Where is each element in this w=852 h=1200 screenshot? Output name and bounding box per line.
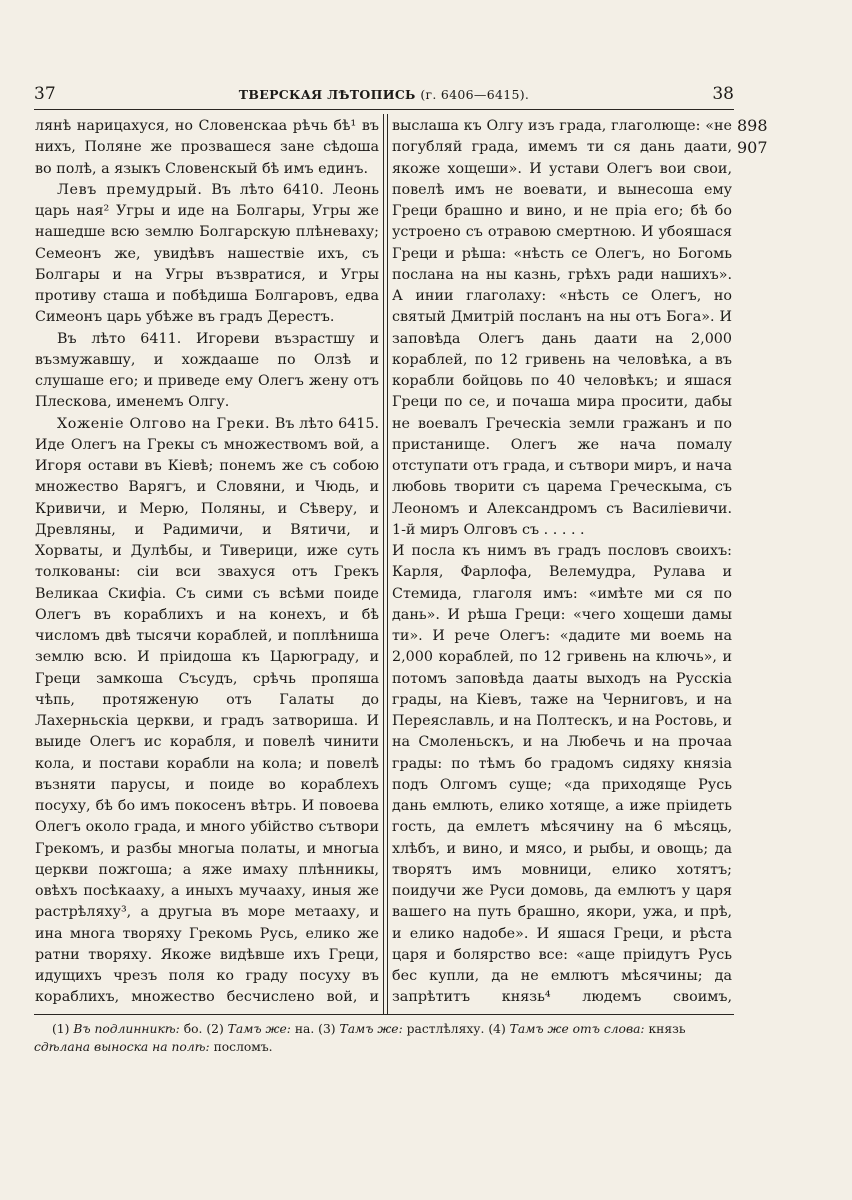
footnote-label: сдѣлана выноска на полѣ: xyxy=(34,1040,210,1054)
paragraph: выслаша къ Олгу изъ града, глаголюще: «не погубляй града, имемъ ти ся дань даати, якоже хощеши». И устави Олегъ вои свои, повелѣ имъ не воевати, и вынесоша ему Греци брашно и вино, и не пріа его; бѣ бо устроено съ отравою смертною. И убояшася Греци и рѣша: «нѣсть се Олегъ, но Богомь послана на ны казнь, грѣхъ ради нашихъ». А инии глаголаху: «нѣсть се Олегъ, но святый Дмитрій посланъ на ны отъ Бога». И заповѣда Олегъ дань даати на 2,000 кораблей, по 12 гривень на человѣка, а въ корабли бойцовь по 40 человѣкъ; и яшася Греци по се, и почаша мира просити, дабы не воевалъ Греческіа земли гражанъ и по пристанище. Олегъ же нача помалу отступати отъ града, и сътвори миръ, и нача любовь творити съ царема Греческыма, съ Леономъ и Александромъ съ Василіевичи. 1-й миръ Олговъ съ . . . . . xyxy=(392,118,732,538)
column-divider xyxy=(383,114,388,1014)
running-title xyxy=(34,87,734,102)
footnote-number: (4) xyxy=(488,1022,510,1036)
footnote-text: посломъ. xyxy=(209,1040,273,1054)
paragraph: лянѣ нарицахуся, но Словенскаа рѣчь бѣ¹ въ нихъ, Поляне же прозвашеся зане сѣдоша во полѣ, а языкъ Словенскый бѣ имъ единъ. xyxy=(35,118,379,177)
margin-year: 907 xyxy=(737,138,768,157)
footnotes xyxy=(34,1020,734,1056)
paragraph: И посла къ нимъ въ градъ пословъ своихъ: Карля, Фарлофа, Велемудра, Рулава и Стемида, глаголя имъ: «имѣте ми ся по дань». И рѣша Греци: «чего хощеши дамы ти». И рече Олегъ: «дадите ми воемь на 2,000 кораблей, по 12 гривень на ключь», и потомъ заповѣда дааты выходъ на Русскіа грады, на Кіевъ, таже на Черниговъ, и на Переяславль, и на Полтескъ, и на Ростовь, и на Смоленьскъ, и на Любечь и на прочаа грады: по тѣмъ бо градомъ сидяху князіа подъ Олгомъ суще; «да приходяще Русь дань емлють, елико хотяще, а иже пріидеть гость, да емлетъ мѣсячину на 6 мѣсяць, хлѣбъ, и вино, и мясо, и рыбы, и овощь; да творятъ имъ мовници, елико хотятъ; поидучи же Руси домовь, да емлютъ у царя вашего на путь брашно, якори, ужа, и прѣ, и елико надобе». И яшася Греци, и рѣста царя и болярство все: «аще пріидутъ Русь бес купли, да не емлютъ мѣсячины; да запрѣтитъ князь⁴ людемъ своимъ, xyxy=(392,543,732,1006)
footnote-label: Въ подлинникѣ: xyxy=(73,1022,180,1036)
page-number-left: 37 xyxy=(34,84,56,104)
year-range: (г. 6406—6415). xyxy=(420,87,530,102)
section-heading: Левъ премудрый. xyxy=(57,181,203,198)
right-column xyxy=(392,116,732,1006)
margin-year: 898 xyxy=(737,116,768,135)
header-rule xyxy=(34,109,734,110)
chronicle-title: ТВЕРСКАЯ ЛѢТОПИСЬ xyxy=(238,87,416,102)
footnote-text: бо. xyxy=(179,1022,207,1036)
footnote-number: (2) xyxy=(206,1022,228,1036)
paragraph: Въ лѣто 6411. Игореви възрастшу и възмужавшу, и хождааше по Олзѣ и слушаше его; и приведе ему Олегъ жену отъ Плескова, именемъ Олгу. xyxy=(35,330,379,411)
page-number-right: 38 xyxy=(712,84,734,104)
footnote-number: (3) xyxy=(318,1022,340,1036)
paragraph xyxy=(35,414,379,1007)
section-heading: Хоженіе Олгово на Греки. xyxy=(57,415,271,432)
paragraph-text: Въ лѣто 6410. Леонь царь ная² Угры и иде на Болгары, Угры же нашедше всю землю Болгарскую плѣневаху; Семеонъ же, увидѣвъ нашествіе ихъ, съ Болгары и на Угры възвратися, и Угры противу сташа и побѣдиша Болгаровъ, едва Симеонъ царь убѣже въ градъ Дерестъ. xyxy=(35,181,379,326)
footnote-label: Тамъ же: xyxy=(339,1022,403,1036)
footnote-text: князь xyxy=(644,1022,686,1036)
footnote-rule xyxy=(34,1014,734,1015)
footnote-number: (1) xyxy=(52,1022,74,1036)
footnote-text: растлѣляху. xyxy=(402,1022,489,1036)
footnote-text: на. xyxy=(290,1022,319,1036)
margin-year-notes xyxy=(737,115,777,159)
footnote-label: Тамъ же отъ слова: xyxy=(509,1022,645,1036)
paragraph xyxy=(35,180,379,329)
footnote-label: Тамъ же: xyxy=(227,1022,291,1036)
left-column xyxy=(35,116,379,1006)
paragraph-text: Въ лѣто 6415. Иде Олегъ на Грекы съ множествомъ вой, а Игоря остави въ Кіевѣ; понемъ же съ собою множество Варягъ, и Словяни, и Чюдь, и Кривичи, и Мерю, Поляны, и Сѣверу, и Древляны, и Радимичи, и Вятичи, и Хорваты, и Дулѣбы, и Тиверици, иже суть толкованы: сіи вси звахуся отъ Грекъ Великаа Скифіа. Съ сими съ всѣми поиде Олегъ въ кораблихъ и на конехъ, и бѣ числомъ двѣ тысячи кораблей, и поплѣниша землю всю. И пріидоша къ Царюграду, и Греци замкоша Съсудъ, срѣчь пропяша чѣпь, протяженую отъ Галаты до Лахерньскіа церкви, и градъ затвориша. И выиде Олегъ ис корабля, и повелѣ чинити кола, и постави корабли на кола; и повелѣ възняти парусы, и поиде во кораблехъ посуху, бѣ бо имъ покосенъ вѣтрь. И повоева Олегъ около града, и много убійство сътвори Грекомъ, и разбы многыа полаты, и многыа церкви пожгоша; а яже имаху плѣнникы, овѣхъ посѣкааху, а иныхъ мучааху, иныя же растрѣляху³, а другыа въ море метааху, и ина многа творяху Грекомь Русь, елико же ратни творяху. Якоже видѣвше ихъ Греци, идущихъ чрезъ поля ко граду посуху въ кораблихъ, множество бесчислено вой, и xyxy=(35,415,379,1006)
running-header xyxy=(34,84,734,108)
